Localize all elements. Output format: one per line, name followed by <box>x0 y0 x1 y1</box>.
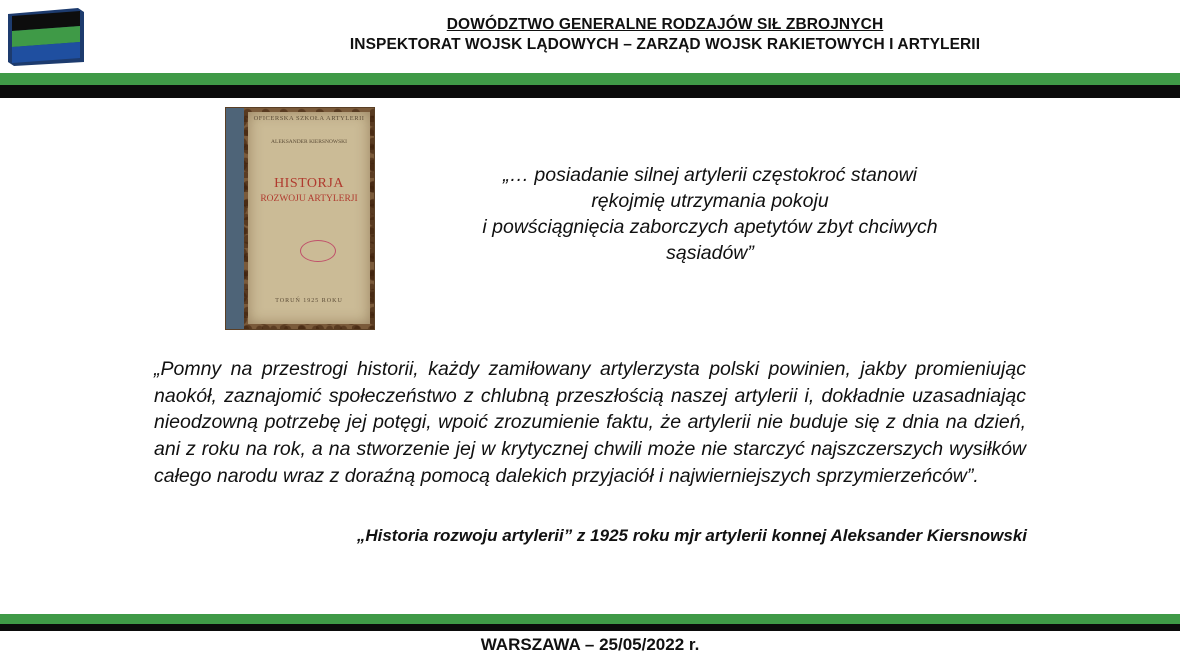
book-title-line1: HISTORJA <box>274 176 344 191</box>
top-quote-line: sąsiadów” <box>666 242 754 264</box>
book-author: ALEKSANDER KIERSNOWSKI <box>271 139 347 145</box>
footer-date: WARSZAWA – 25/05/2022 r. <box>480 635 700 654</box>
book-cover <box>248 112 370 324</box>
top-quote-line: „… posiadanie silnej artylerii częstokroć stanowi <box>502 164 917 186</box>
flag-emblem-icon <box>4 4 90 66</box>
library-stamp-icon <box>300 240 336 262</box>
top-quote <box>410 162 1010 266</box>
top-green-band <box>0 73 1180 85</box>
book-top-text: OFICERSKA SZKOŁA ARTYLERII <box>253 115 365 122</box>
book-bottom-text: TORUŃ 1925 ROKU <box>275 298 343 304</box>
book-spine <box>226 108 244 329</box>
top-black-band <box>0 85 1180 98</box>
header-title: DOWÓDZTWO GENERALNE RODZAJÓW SIŁ ZBROJNYCH <box>446 16 884 33</box>
bottom-black-band <box>0 624 1180 631</box>
quote-source: „Historia rozwoju artylerii” z 1925 roku mjr artylerii konnej Aleksander Kiersnowski <box>356 526 1027 545</box>
top-quote-line: rękojmię utrzymania pokoju <box>591 190 829 212</box>
header-subtitle: INSPEKTORAT WOJSK LĄDOWYCH – ZARZĄD WOJSK RAKIETOWYCH I ARTYLERII <box>349 36 981 53</box>
bottom-green-band <box>0 614 1180 624</box>
book-title-line2: ROZWOJU ARTYLERJI <box>260 194 358 204</box>
top-quote-line: i powściągnięcia zaborczych apetytów zbyt chciwych <box>482 216 938 238</box>
main-quote: „Pomny na przestrogi historii, każdy zamiłowany artylerzysta polski powinien, jakby promieniując naokół, zaznajomić społeczeństwo z chlubną przeszłością naszej artylerii i, dokładnie uzasadniając nieodzowną potrzebę jej potęgi, wpoić zrozumienie faktu, że artylerii nie buduje się z dnia na dzień, ani z roku na rok, a na stworzenie jej w krytycznej chwili może nie starczyć najszczerszych wysiłków całego narodu wraz z doraźną pomocą dalekich przyjaciół i najwierniejszych sprzymierzeńców”. <box>154 358 1026 487</box>
book-cover-image <box>226 108 374 329</box>
